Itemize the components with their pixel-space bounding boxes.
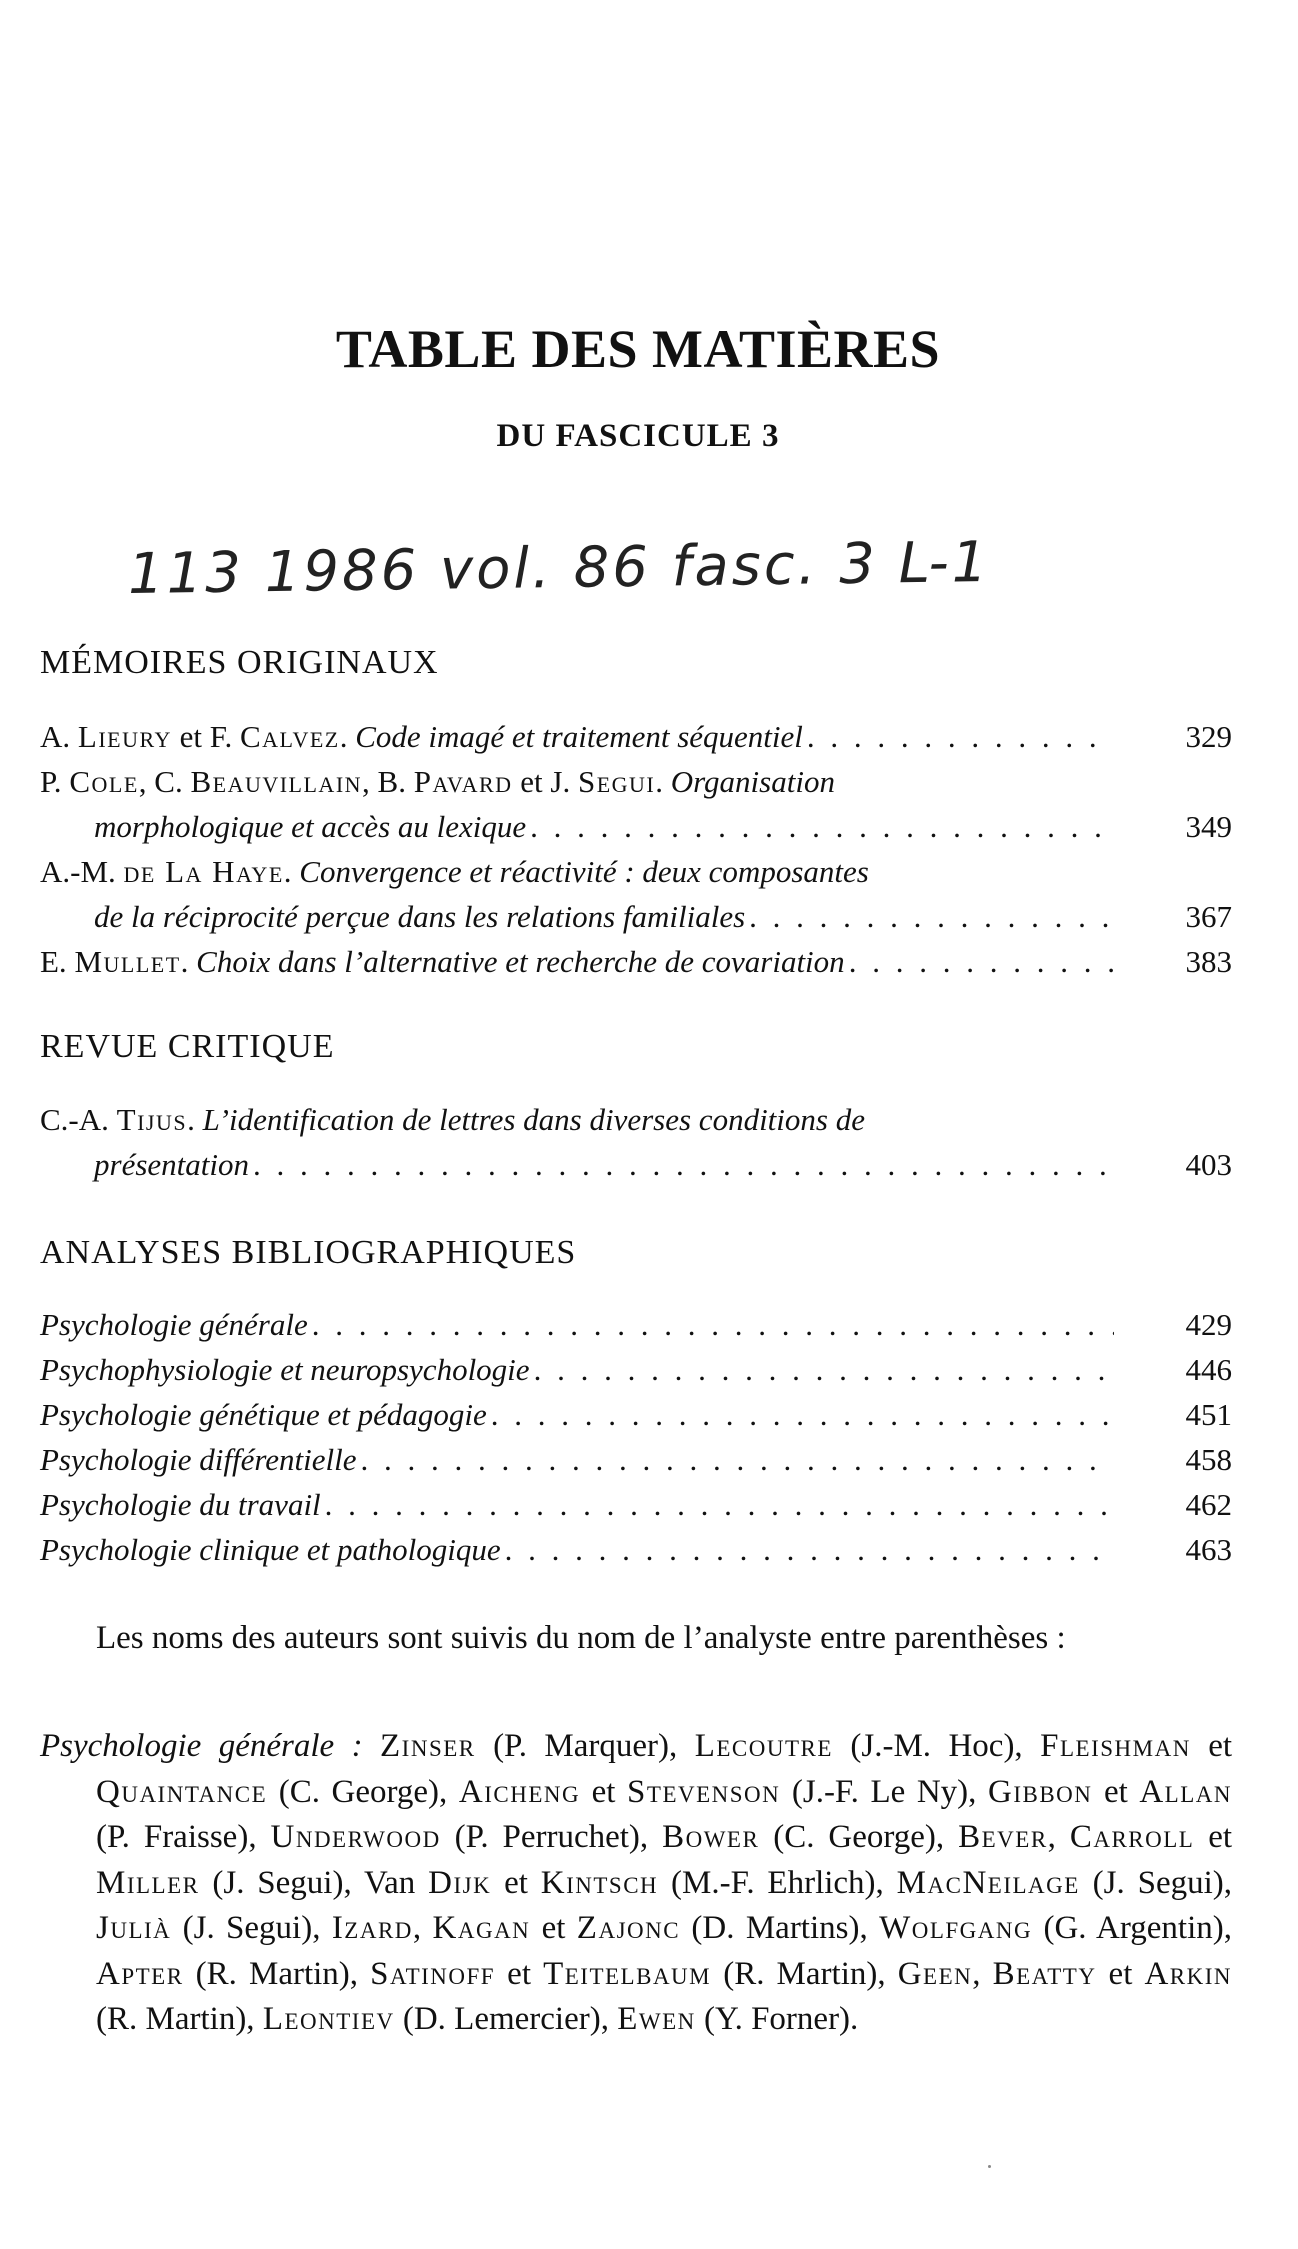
- toc-entry[interactable]: [40, 1097, 1232, 1187]
- dot-leader: [491, 1392, 1114, 1437]
- author-name: Segui: [577, 764, 656, 799]
- author-prefix: Van: [363, 1864, 429, 1901]
- page-number: 463: [1185, 1532, 1232, 1567]
- author-name: Beatty: [992, 1955, 1097, 1992]
- author-initials: C.-A.: [40, 1102, 117, 1137]
- author-separator: et: [491, 1864, 541, 1901]
- author-name: Calvez: [239, 719, 340, 754]
- author-name: Gibbon: [987, 1773, 1093, 1810]
- author-separator: et F.: [171, 719, 240, 754]
- author-name: Zajonc: [576, 1910, 681, 1946]
- analysis-category: Psychologie différentielle: [40, 1442, 357, 1477]
- author-separator: ,: [972, 1955, 993, 1992]
- analyst: (R. Martin),: [96, 2001, 255, 2037]
- analysis-category: Psychologie clinique et pathologique: [40, 1532, 501, 1567]
- author-separator: , B.: [362, 764, 414, 799]
- author-separator: et: [580, 1773, 628, 1810]
- toc-entry[interactable]: [40, 1392, 1232, 1437]
- author-name: Mullet: [74, 944, 181, 979]
- author-separator: .: [180, 944, 189, 979]
- author-separator: , C.: [138, 764, 191, 799]
- author-separator: et: [1096, 1955, 1145, 1992]
- author-separator: .: [187, 1102, 195, 1137]
- author-name: Kintsch: [540, 1864, 659, 1901]
- page-title: TABLE DES MATIÈRES: [335, 319, 941, 379]
- authors-note-text: Les noms des auteurs sont suivis du nom de l’analyste entre parenthèses :: [96, 1620, 1066, 1656]
- analyst: (P. Fraisse),: [96, 1819, 257, 1855]
- dot-leader: [807, 714, 1114, 759]
- author-name: MacNeilage: [896, 1864, 1080, 1901]
- author-separator: et: [1092, 1773, 1140, 1810]
- analyst: (C. George),: [278, 1773, 448, 1810]
- author-separator: et: [530, 1910, 577, 1946]
- author-name: Miller: [96, 1864, 200, 1901]
- author-name: Leontiev: [262, 2001, 395, 2037]
- author-separator: et: [1194, 1819, 1233, 1855]
- author-name: Pavard: [413, 764, 513, 799]
- section-heading-analyses: ANALYSES BIBLIOGRAPHIQUES: [40, 1234, 577, 1271]
- dot-leader: [749, 894, 1114, 939]
- page-number: 329: [1185, 719, 1232, 754]
- page-number: 451: [1185, 1397, 1232, 1432]
- toc-entry[interactable]: [40, 939, 1232, 984]
- article-title: Choix dans l’alternative et recherche de covariation: [196, 944, 845, 979]
- author-name: Bower: [662, 1819, 760, 1855]
- analyst: (J.-M. Hoc),: [850, 1728, 1023, 1764]
- article-title-continued: de la réciprocité perçue dans les relations familiales: [94, 899, 746, 934]
- section-heading-revue: REVUE CRITIQUE: [40, 1028, 335, 1065]
- author-initials: E.: [40, 944, 75, 979]
- page-number: 429: [1185, 1307, 1232, 1342]
- dot-leader: [312, 1302, 1114, 1347]
- analyst: (R. Martin),: [723, 1955, 886, 1992]
- article-title: Organisation: [670, 764, 835, 799]
- author-name: Izard: [331, 1910, 413, 1946]
- analyst: (D. Lemercier),: [402, 2001, 609, 2037]
- analyst: (M.-F. Ehrlich),: [671, 1864, 884, 1901]
- author-name: Satinoff: [370, 1955, 496, 1992]
- page-number: 349: [1185, 809, 1232, 844]
- author-name: Underwood: [270, 1819, 441, 1855]
- page-number: 458: [1185, 1442, 1232, 1477]
- author-name: Carroll: [1069, 1819, 1195, 1855]
- analysis-category: Psychologie du travail: [40, 1487, 321, 1522]
- author-name: Geen: [897, 1955, 973, 1992]
- toc-entry[interactable]: [40, 1302, 1232, 1347]
- article-title-continued: morphologique et accès au lexique: [94, 809, 527, 844]
- analyst: (J.-F. Le Ny),: [791, 1773, 977, 1810]
- toc-entry[interactable]: [40, 849, 1232, 939]
- author-separator: .: [339, 719, 348, 754]
- author-name: Bever: [958, 1819, 1048, 1855]
- author-separator: et: [495, 1955, 544, 1992]
- dot-leader: [530, 804, 1114, 849]
- analysis-category: Psychologie génétique et pédagogie: [40, 1397, 487, 1432]
- dot-leader: [505, 1527, 1114, 1572]
- page-number: 462: [1185, 1487, 1232, 1522]
- analyst: (P. Marquer),: [493, 1728, 678, 1764]
- author-name: Lecoutre: [694, 1728, 833, 1764]
- author-name: Quaintance: [96, 1773, 268, 1810]
- authors-note: [40, 1616, 1232, 1661]
- scan-speck: [988, 2165, 991, 2168]
- author-initials: A.-M.: [40, 854, 124, 889]
- author-name: Lieury: [77, 719, 172, 754]
- author-name: Kagan: [432, 1910, 531, 1946]
- author-separator: ,: [1047, 1819, 1070, 1855]
- section-heading-memoires: MÉMOIRES ORIGINAUX: [40, 644, 439, 681]
- author-name: Aicheng: [458, 1773, 581, 1810]
- author-initials: A.: [40, 719, 78, 754]
- analyst: (C. George),: [773, 1819, 945, 1855]
- author-name: Tijus: [116, 1102, 188, 1137]
- analyst: (G. Argentin),: [1043, 1910, 1233, 1946]
- page-subtitle: DU FASCICULE 3: [496, 418, 780, 454]
- author-name: Ewen: [617, 2001, 696, 2037]
- toc-entry[interactable]: [40, 1527, 1232, 1572]
- author-separator: .: [655, 764, 663, 799]
- dot-leader: [534, 1347, 1114, 1392]
- analyst: (J. Segui),: [1092, 1864, 1233, 1901]
- author-separator: et J.: [512, 764, 578, 799]
- author-name: Zinser: [380, 1728, 476, 1764]
- author-separator: et: [1190, 1728, 1233, 1764]
- author-name: Teitelbaum: [543, 1955, 712, 1992]
- author-name: de La Haye: [123, 854, 284, 889]
- analyst: (Y. Forner).: [704, 2001, 859, 2037]
- author-name: Cole: [69, 764, 139, 799]
- author-name: Allan: [1139, 1773, 1232, 1810]
- author-name: Dijk: [428, 1864, 492, 1901]
- author-name: Stevenson: [627, 1773, 781, 1810]
- toc-entry[interactable]: [40, 1347, 1232, 1392]
- author-initials: P.: [40, 764, 70, 799]
- dot-leader: [325, 1482, 1114, 1527]
- dot-leader: [253, 1142, 1114, 1187]
- toc-entry[interactable]: [40, 714, 1232, 759]
- author-name: Wolfgang: [879, 1910, 1033, 1946]
- authors-list: [40, 1724, 1232, 2043]
- dot-leader: [849, 939, 1114, 984]
- authors-list-label: Psychologie générale :: [40, 1728, 363, 1764]
- article-title: L’identification de lettres dans diverses conditions de: [202, 1102, 865, 1137]
- toc-entry[interactable]: [40, 1482, 1232, 1527]
- analyst: (J. Segui),: [182, 1910, 321, 1946]
- page-number: 367: [1185, 899, 1232, 934]
- author-name: Apter: [96, 1955, 184, 1992]
- dot-leader: [361, 1437, 1115, 1482]
- author-name: Julià: [96, 1910, 172, 1946]
- analyst: (D. Martins),: [691, 1910, 868, 1946]
- article-title-continued: présentation: [94, 1147, 249, 1182]
- analyst: (J. Segui),: [212, 1864, 352, 1901]
- analysis-category: Psychophysiologie et neuropsychologie: [40, 1352, 530, 1387]
- author-separator: ,: [412, 1910, 433, 1946]
- analyst: (P. Perruchet),: [454, 1819, 649, 1855]
- author-name: Beauvillain: [190, 764, 363, 799]
- page-number: 403: [1185, 1147, 1232, 1182]
- author-separator: .: [283, 854, 292, 889]
- analysis-category: Psychologie générale: [40, 1307, 308, 1342]
- analyst: (R. Martin),: [195, 1955, 359, 1992]
- author-name: Arkin: [1144, 1955, 1233, 1992]
- page-number: 446: [1185, 1352, 1232, 1387]
- article-title: Convergence et réactivité : deux composantes: [299, 854, 869, 889]
- toc-entry[interactable]: [40, 759, 1232, 849]
- toc-entry[interactable]: [40, 1437, 1232, 1482]
- author-name: Fleishman: [1040, 1728, 1191, 1764]
- handwritten-annotation: 113 1986 vol. 86 fasc. 3 L-1: [127, 529, 991, 608]
- page-number: 383: [1185, 944, 1232, 979]
- article-title: Code imagé et traitement séquentiel: [355, 719, 803, 754]
